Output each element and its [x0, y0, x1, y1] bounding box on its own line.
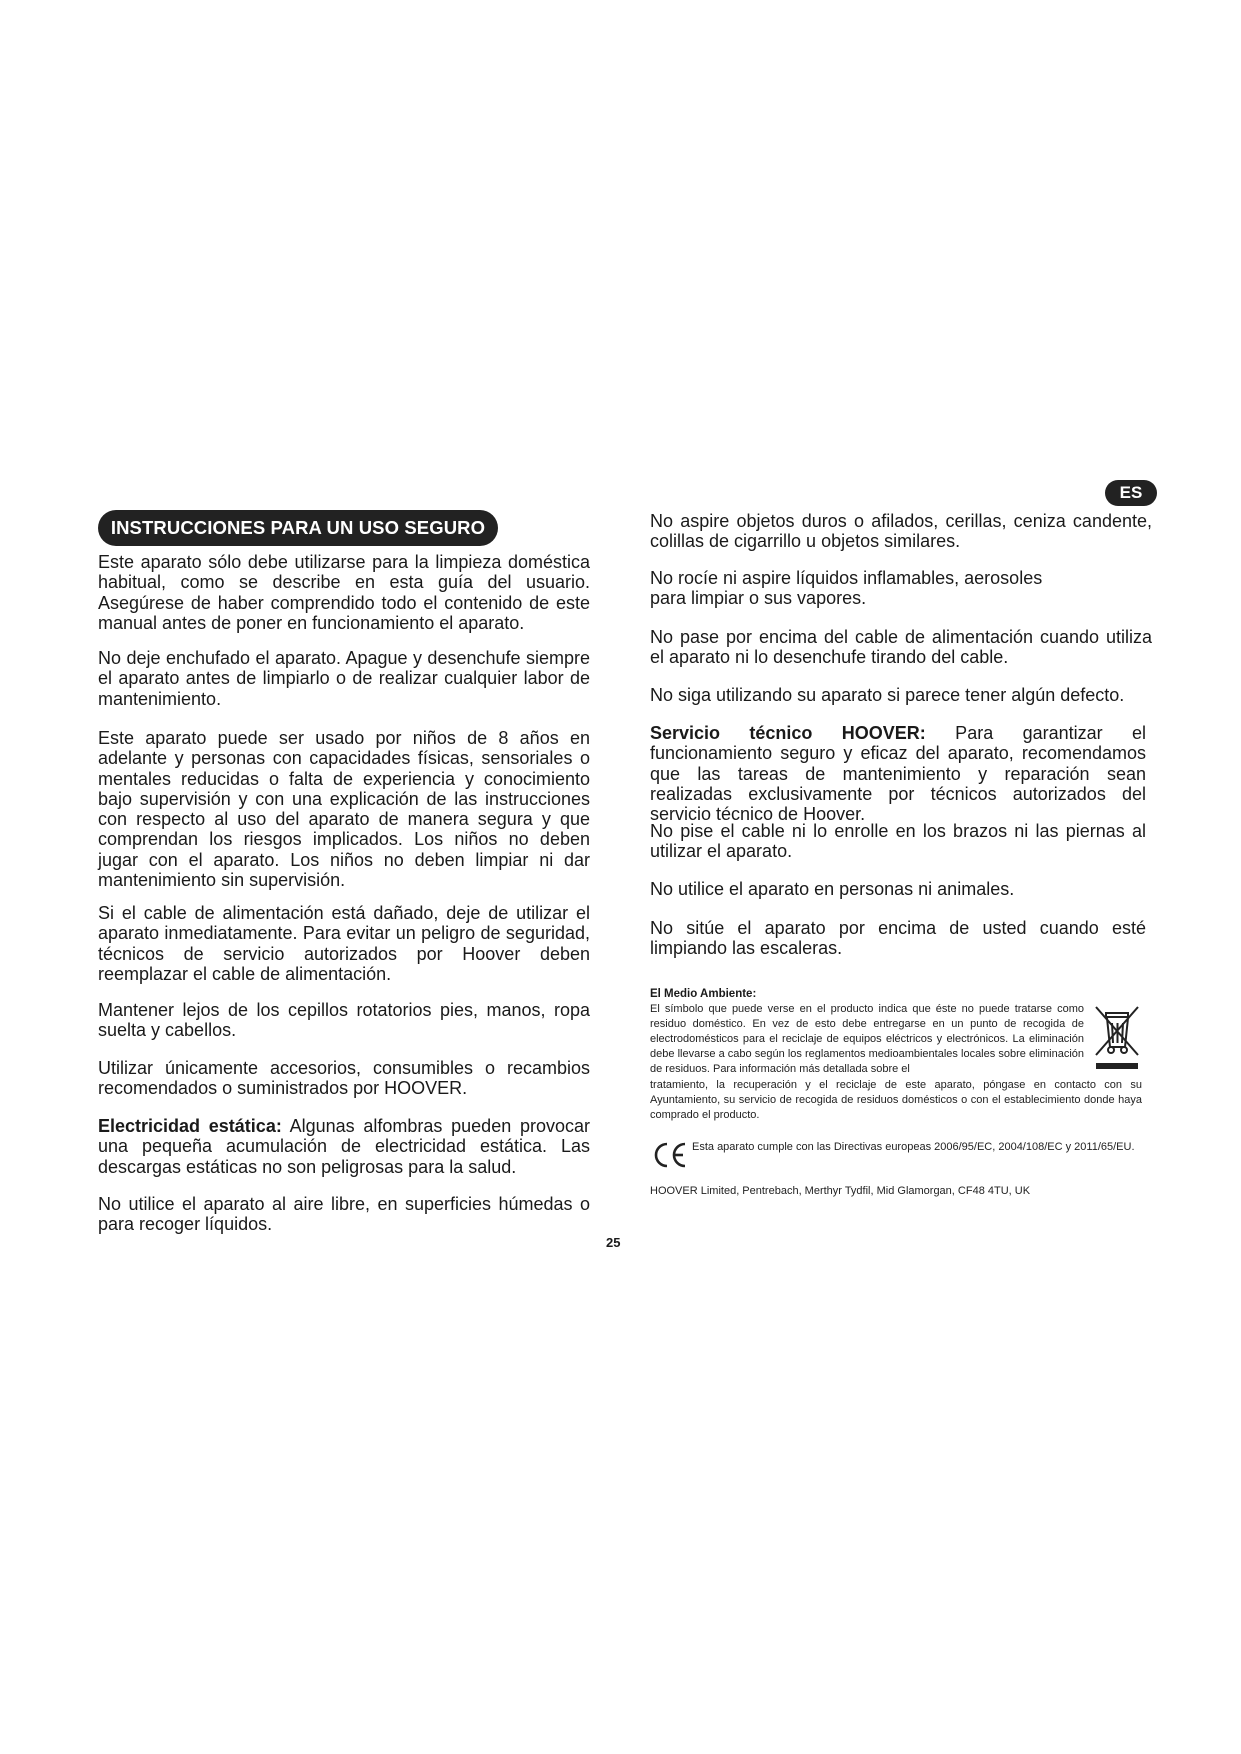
paragraph-unplug: No deje enchufado el aparato. Apague y desenchufe siempre el aparato antes de limpiarlo o de realizar cualquier labor de mantenimiento. [98, 648, 590, 709]
ce-mark-icon [650, 1140, 690, 1170]
paragraph-cable-over: No pase por encima del cable de alimentación cuando utiliza el aparato ni lo desenchufe tirando del cable. [650, 627, 1152, 668]
ce-compliance-text: Esta aparato cumple con las Directivas europeas 2006/95/EC, 2004/108/EC y 2011/65/EU. [692, 1141, 1135, 1153]
paragraph-children: Este aparato puede ser usado por niños de 8 años en adelante y personas con capacidades físicas, sensoriales o mentales reducidas o falta de experiencia y conocimiento bajo supervisión y con una explicación de las instrucciones con respecto al uso del aparato de manera segura y que comprendan los riesgos implicados. Los niños no deben jugar con el aparato. Los niños no deben limpiar ni dar mantenimiento sin supervisión. [98, 728, 590, 891]
service-text: Para garantizar el funcionamiento seguro y eficaz del aparato, recomendamos que las tareas de mantenimiento y reparación sean realizadas exclusivamente por técnicos autorizados del servicio técnico de Hoover. [650, 723, 1146, 825]
environment-title: El Medio Ambiente: [650, 988, 757, 1000]
language-badge: ES [1105, 480, 1157, 506]
paragraph-defect: No siga utilizando su aparato si parece tener algún defecto. [650, 685, 1125, 705]
paragraph-domestic-use: Este aparato sólo debe utilizarse para la limpieza doméstica habitual, como se describe en esta guía del usuario. Asegúrese de haber comprendido todo el contenido de este manual antes de poner en funcionamiento el aparato. [98, 552, 590, 633]
service-label: Servicio técnico HOOVER: [650, 723, 926, 743]
section-title: INSTRUCCIONES PARA UN USO SEGURO [98, 510, 498, 546]
environment-text-b: tratamiento, la recuperación y el reciclaje de este aparato, póngase en contacto con su Ayuntamiento, su servicio de recogida de residuos domésticos o con el establecimiento donde haya comprado el producto. [650, 1079, 1142, 1121]
environment-text-a: El símbolo que puede verse en el producto indica que éste no puede tratarse como residuo doméstico. En vez de esto debe entregarse en un punto de recogida de electrodomésticos para el reciclaje de equipos eléctricos y electrónicos. La eliminación debe llevarse a cabo según los reglamentos medioambientales locales sobre eliminación de residuos. Para información más detallada sobre el [650, 1003, 1084, 1075]
page-number: 25 [606, 1235, 621, 1250]
paragraph-outdoor: No utilice el aparato al aire libre, en superficies húmedas o para recoger líquidos. [98, 1194, 590, 1235]
paragraph-brushes: Mantener lejos de los cepillos rotatorios pies, manos, ropa suelta y cabellos. [98, 1000, 590, 1041]
paragraph-cable-wrap: No pise el cable ni lo enrolle en los brazos ni las piernas al utilizar el aparato. [650, 821, 1146, 862]
weee-bin-icon [1092, 1003, 1142, 1071]
paragraph-service [650, 723, 1146, 824]
paragraph-flammable: No rocíe ni aspire líquidos inflamables, aerosoles para limpiar o sus vapores. [650, 568, 1043, 609]
paragraph-stairs: No sitúe el aparato por encima de usted cuando esté limpiando las escaleras. [650, 918, 1146, 959]
paragraph-static [98, 1116, 590, 1177]
paragraph-persons-animals: No utilice el aparato en personas ni animales. [650, 879, 1015, 899]
paragraph-hard-objects: No aspire objetos duros o afilados, cerillas, ceniza candente, colillas de cigarrillo u objetos similares. [650, 511, 1152, 552]
static-label: Electricidad estática: [98, 1116, 282, 1136]
paragraph-damaged-cable: Si el cable de alimentación está dañado, deje de utilizar el aparato inmediatamente. Para evitar un peligro de seguridad, técnicos de servicio autorizados por Hoover deben reemplazar el cable de alimentación. [98, 903, 590, 984]
manufacturer-address: HOOVER Limited, Pentrebach, Merthyr Tydfil, Mid Glamorgan, CF48 4TU, UK [650, 1185, 1031, 1197]
paragraph-accessories: Utilizar únicamente accesorios, consumibles o recambios recomendados o suministrados por HOOVER. [98, 1058, 590, 1099]
static-text: Algunas alfombras pueden provocar una pequeña acumulación de electricidad estática. Las descargas estáticas no son peligrosas para la salud. [98, 1116, 590, 1177]
